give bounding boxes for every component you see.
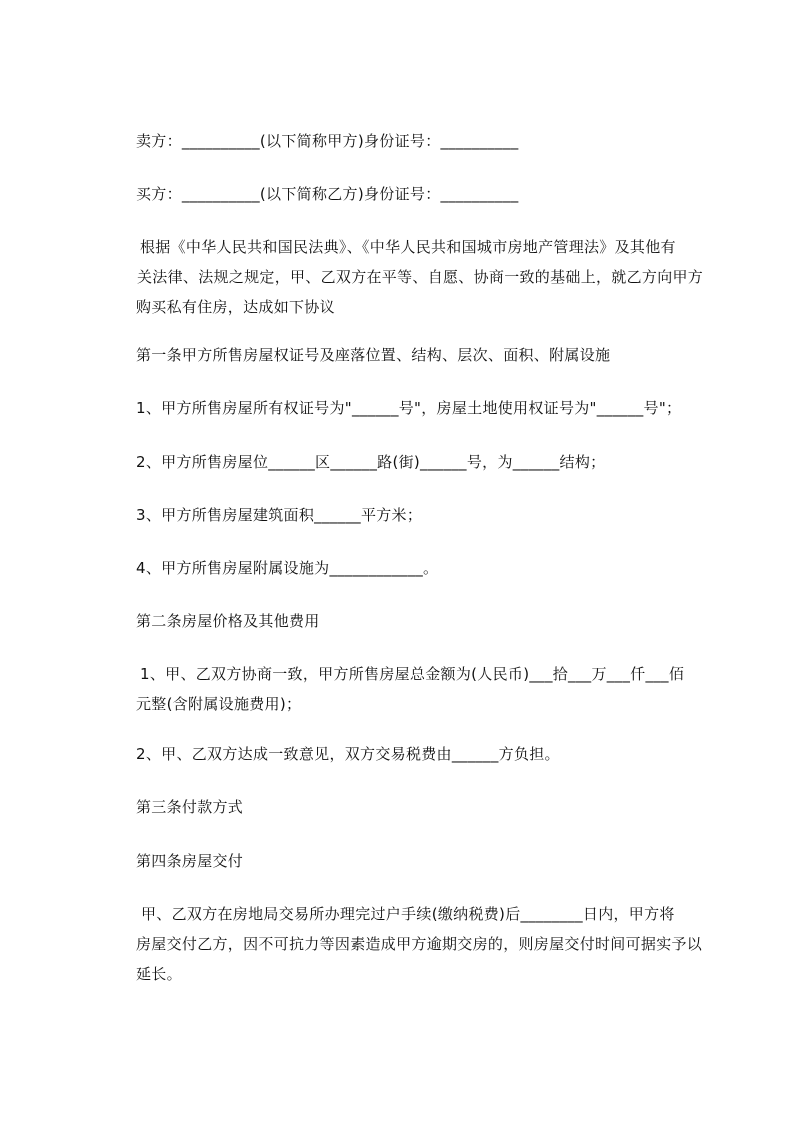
article1-item: 2、甲方所售房屋位______区______路(街)______号，为______结构； <box>136 453 606 471</box>
seller-line: 卖方：__________(以下简称甲方)身份证号：__________ <box>136 132 519 150</box>
article2-item2: 2、甲、乙双方达成一致意见，双方交易税费由______方负担。 <box>136 745 560 763</box>
article2-title: 第二条房屋价格及其他费用 <box>136 612 320 630</box>
article1-title: 第一条甲方所售房屋权证号及座落位置、结构、层次、面积、附属设施 <box>136 346 611 364</box>
article2-item1-line: 元整(含附属设施费用)； <box>136 695 302 713</box>
preamble-paragraph <box>136 237 703 327</box>
article3-title: 第三条付款方式 <box>136 798 244 816</box>
article4-body-line: 延长。 <box>136 965 182 983</box>
article4-body-line: 房屋交付乙方，因不可抗力等因素造成甲方逾期交房的，则房屋交付时间可据实予以 <box>136 935 703 953</box>
preamble-line: 根据《中华人民共和国民法典》、《中华人民共和国城市房地产管理法》及其他有 <box>140 238 676 256</box>
article1-item: 1、甲方所售房屋所有权证号为"______号"，房屋土地使用权证号为"______号"； <box>136 399 682 417</box>
article2-item1-line: 1、甲、乙双方协商一致，甲方所售房屋总金额为(人民币)___拾___万___仟___佰 <box>140 665 685 683</box>
buyer-line: 买方：__________(以下简称乙方)身份证号：__________ <box>136 185 519 203</box>
article1-item: 4、甲方所售房屋附属设施为____________。 <box>136 559 439 577</box>
article4-body-paragraph <box>136 904 702 994</box>
article4-body-line: 甲、乙双方在房地局交易所办理完过户手续(缴纳税费)后________日内，甲方将 <box>141 905 675 923</box>
article1-item: 3、甲方所售房屋建筑面积______平方米； <box>136 506 423 524</box>
preamble-line: 购买私有住房，达成如下协议 <box>136 298 335 316</box>
article2-item1-paragraph <box>136 664 684 724</box>
article4-title: 第四条房屋交付 <box>136 852 244 870</box>
preamble-line: 关法律、法规之规定，甲、乙双方在平等、自愿、协商一致的基础上，就乙方向甲方 <box>137 268 704 286</box>
